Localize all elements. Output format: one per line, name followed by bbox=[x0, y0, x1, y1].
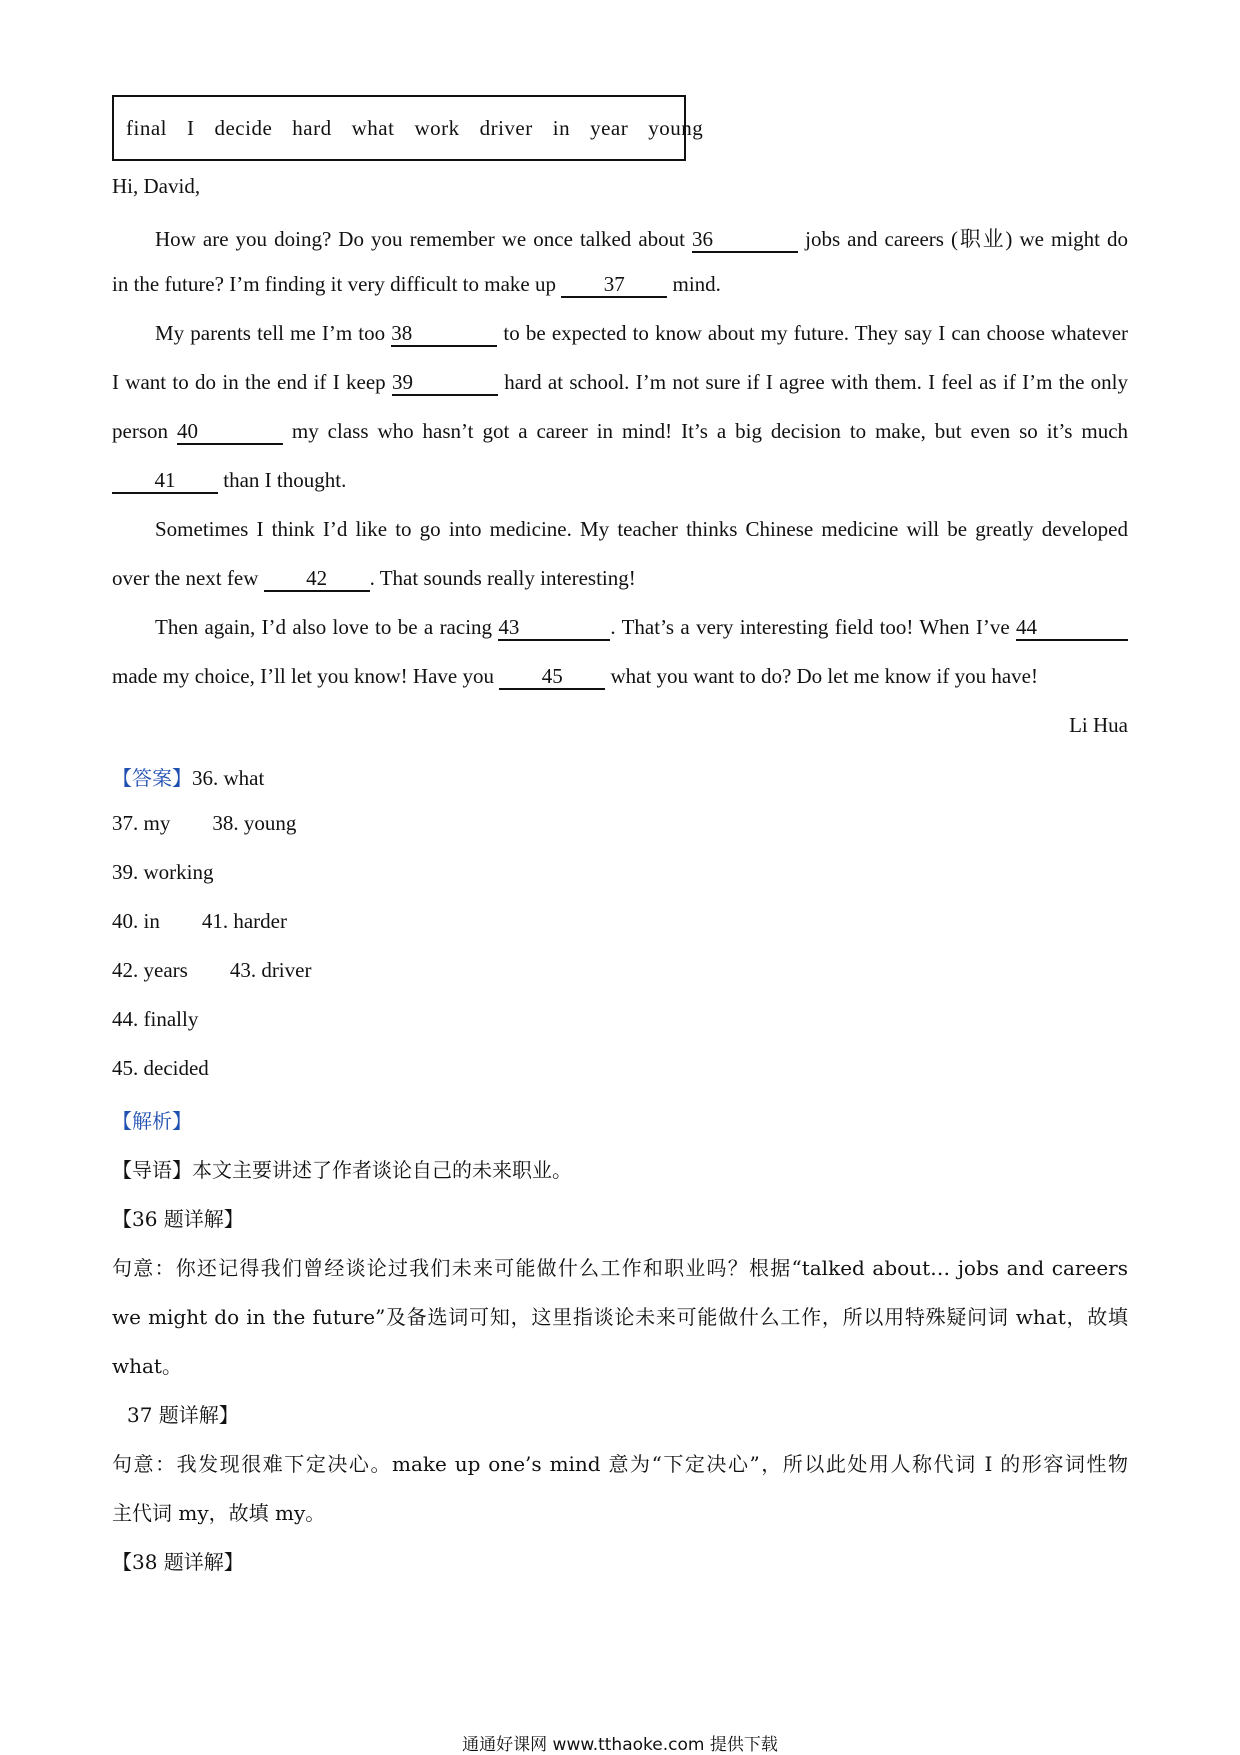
letter-line bbox=[112, 272, 721, 298]
letter-text: I want to do in the end if I keep bbox=[112, 370, 386, 394]
blank-45: 45 bbox=[499, 665, 605, 690]
blank-44: 44 bbox=[1016, 616, 1128, 641]
blank-41: 41 bbox=[112, 469, 218, 494]
letter-line bbox=[112, 566, 636, 592]
letter-text: Then again, I’d also love to be a racing bbox=[155, 615, 493, 639]
blank-37: 37 bbox=[561, 273, 667, 298]
letter-text: to be expected to know about my future. They say I can choose whatever bbox=[503, 321, 1129, 345]
answer-41: 41. harder bbox=[201, 909, 287, 933]
explanation-36: 句意：你还记得我们曾经谈论过我们未来可能做什么工作和职业吗？根据“talked about… jobs and careers bbox=[112, 1256, 1128, 1280]
blank-38: 38 bbox=[391, 322, 497, 347]
blank-42: 42 bbox=[264, 567, 370, 592]
letter-text: hard at school. I’m not sure if I agree with them. I feel as if I’m the only bbox=[504, 370, 1129, 394]
word-bank-item: what bbox=[351, 115, 395, 140]
letter-line bbox=[112, 370, 1128, 396]
letter-text: what you want to do? Do let me know if you have! bbox=[610, 664, 1038, 688]
answer-36: 36. what bbox=[192, 766, 265, 790]
explanation-37: 句意：我发现很难下定决心。make up one’s mind 意为“下定决心”，所以此处用人称代词 I 的形容词性物 bbox=[112, 1452, 1128, 1476]
letter-line bbox=[155, 223, 1128, 253]
blank-40: 40 bbox=[177, 420, 283, 445]
answer-45: 45. decided bbox=[112, 1056, 209, 1080]
letter-line bbox=[112, 664, 1038, 690]
answer-38: 38. young bbox=[212, 811, 297, 835]
word-bank-item: I bbox=[186, 115, 195, 140]
heading-37: 37 题详解】 bbox=[127, 1403, 239, 1427]
word-bank-item: final bbox=[126, 115, 167, 140]
word-bank-box bbox=[112, 95, 704, 161]
word-bank-item: driver bbox=[479, 115, 533, 140]
answer-44: 44. finally bbox=[112, 1007, 199, 1031]
word-bank-item: year bbox=[590, 115, 629, 140]
letter-text: my class who hasn’t got a career in mind! It’s a big decision to make, but even so it’s much bbox=[291, 419, 1129, 443]
blank-36: 36 bbox=[692, 228, 798, 253]
heading-36: 【36 题详解】 bbox=[112, 1207, 244, 1231]
letter-text: My parents tell me I’m too bbox=[155, 321, 386, 345]
answer-40: 40. in bbox=[112, 909, 160, 933]
letter-text: How are you doing? Do you remember we once talked about bbox=[155, 227, 685, 251]
word-bank-item: hard bbox=[292, 115, 332, 140]
page-footer: 通通好课网 www.tthaoke.com 提供下载 bbox=[462, 1735, 778, 1755]
answer-37: 37. my bbox=[112, 811, 171, 835]
word-bank-item: work bbox=[414, 115, 460, 140]
explanation-36: we might do in the future”及备选词可知，这里指谈论未来可能做什么工作，所以用特殊疑问词 what，故填 bbox=[112, 1305, 1128, 1329]
answer-tag: 【答案】 bbox=[112, 766, 192, 790]
letter-line: Sometimes I think I’d like to go into medicine. My teacher thinks Chinese medicine will be greatly developed bbox=[155, 517, 1128, 541]
answer-line bbox=[112, 762, 264, 791]
word-bank-item: young bbox=[648, 115, 704, 140]
answer-43: 43. driver bbox=[229, 958, 312, 982]
letter-text: . That’s a very interesting field too! When I’ve bbox=[610, 615, 1010, 639]
letter-signature: Li Hua bbox=[1069, 713, 1128, 737]
word-bank-item: in bbox=[552, 115, 571, 140]
letter-text: over the next few bbox=[112, 566, 259, 590]
letter-text: jobs and careers (职业) we might do bbox=[805, 227, 1129, 251]
analysis-tag: 【解析】 bbox=[112, 1109, 192, 1133]
letter-line bbox=[112, 419, 1128, 445]
answer-line bbox=[112, 909, 287, 934]
letter-text: made my choice, I’ll let you know! Have you bbox=[112, 664, 494, 688]
letter-text: in the future? I’m finding it very difficult to make up bbox=[112, 272, 556, 296]
explanation-36: what。 bbox=[112, 1354, 182, 1378]
letter-text: . That sounds really interesting! bbox=[369, 566, 636, 590]
blank-39: 39 bbox=[392, 371, 498, 396]
answer-39: 39. working bbox=[112, 860, 214, 884]
letter-greeting: Hi, David, bbox=[112, 174, 201, 198]
blank-43: 43 bbox=[498, 616, 610, 641]
answer-line bbox=[112, 811, 296, 836]
answer-line bbox=[112, 958, 311, 983]
letter-text: person bbox=[112, 419, 168, 443]
heading-38: 【38 题详解】 bbox=[112, 1550, 244, 1574]
explanation-37: 主代词 my，故填 my。 bbox=[112, 1501, 326, 1525]
letter-text: than I thought. bbox=[223, 468, 347, 492]
word-bank-item: decide bbox=[214, 115, 273, 140]
letter-line bbox=[155, 615, 1128, 641]
letter-line bbox=[155, 321, 1128, 347]
letter-line bbox=[112, 468, 346, 494]
answer-42: 42. years bbox=[112, 958, 188, 982]
letter-text: mind. bbox=[672, 272, 721, 296]
analysis-intro: 【导语】本文主要讲述了作者谈论自己的未来职业。 bbox=[112, 1158, 572, 1182]
